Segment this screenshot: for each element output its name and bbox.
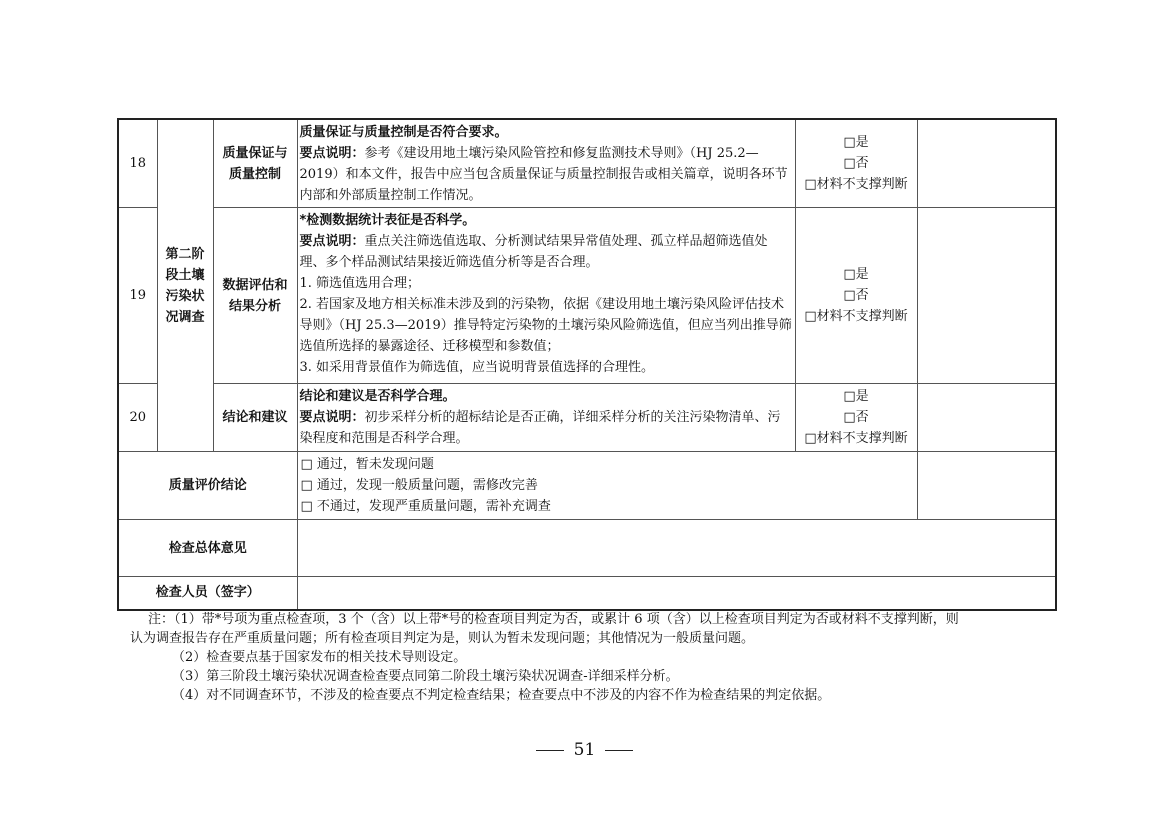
option-no-checkbox[interactable]: □否	[843, 156, 869, 171]
quality-conclusion-row	[118, 452, 1056, 520]
dash-right	[605, 750, 633, 751]
check-content	[297, 384, 795, 452]
dash-left	[536, 750, 564, 751]
note-line: （2）检查要点基于国家发布的相关技术导则设定。	[172, 650, 467, 665]
overall-opinion-field[interactable]	[297, 520, 1056, 577]
remarks-cell[interactable]	[917, 119, 1056, 208]
points-text: 初步采样分析的超标结论是否正确，详细采样分析的关注污染物清单、污染程度和范围是否科学合理。	[299, 410, 781, 446]
option-insufficient-checkbox[interactable]: □材料不支撑判断	[804, 431, 908, 446]
inspector-label: 检查人员（签字）	[118, 577, 297, 610]
sub-item: 3. 如采用背景值作为筛选值，应当说明背景值选择的合理性。	[299, 360, 655, 375]
page-number	[0, 740, 1169, 760]
stage-label: 第二阶段土壤污染状况调查	[165, 246, 205, 325]
check-question: 质量保证与质量控制是否符合要求。	[299, 125, 508, 140]
option-insufficient-checkbox[interactable]: □材料不支撑判断	[804, 309, 908, 324]
check-question: *检测数据统计表征是否科学。	[299, 213, 476, 228]
points-text: 参考《建设用地土壤污染风险管控和修复监测技术导则》（HJ 25.2—2019）和本文件，报告中应当包含质量保证与质量控制报告或相关篇章，说明各环节内部和外部质量控制工作情况。	[299, 146, 788, 203]
remarks-cell[interactable]	[917, 208, 1056, 384]
row-number: 20	[118, 384, 157, 452]
inspection-table	[117, 118, 1057, 611]
note-line: （4）对不同调查环节，不涉及的检查要点不判定检查结果；检查要点中不涉及的内容不作为检查结果的判定依据。	[172, 688, 831, 703]
conclusion-pass-checkbox[interactable]: □ 通过，暂未发现问题	[300, 457, 434, 472]
check-content	[297, 119, 795, 208]
page-number-text: 51	[573, 740, 596, 760]
points-label: 要点说明：	[299, 146, 365, 161]
judgment-options	[795, 119, 917, 208]
remarks-cell[interactable]	[917, 452, 1056, 520]
row-number: 18	[118, 119, 157, 208]
note-line: （3）第三阶段土壤污染状况调查检查要点同第二阶段土壤污染状况调查-详细采样分析。	[172, 669, 679, 684]
table-row	[118, 208, 1056, 384]
judgment-options	[795, 384, 917, 452]
overall-opinion-row	[118, 520, 1056, 577]
sub-item: 2. 若国家及地方相关标准未涉及到的污染物，依据《建设用地土壤污染风险评估技术导则》（HJ 25.3—2019）推导特定污染物的土壤污染风险筛选值，但应当列出推导筛选值所选择的暴露途径、迁移模型和参数值；	[299, 297, 792, 354]
conclusion-pass-minor-checkbox[interactable]: □ 通过，发现一般质量问题，需修改完善	[300, 478, 538, 493]
quality-conclusion-label: 质量评价结论	[118, 452, 297, 520]
option-yes-checkbox[interactable]: □是	[843, 135, 869, 150]
option-yes-checkbox[interactable]: □是	[843, 267, 869, 282]
points-label: 要点说明：	[299, 410, 365, 425]
judgment-options	[795, 208, 917, 384]
item-name: 质量保证与质量控制	[213, 119, 297, 208]
item-name: 结论和建议	[213, 384, 297, 452]
note-line: 注：（1）带*号项为重点检查项，3 个（含）以上带*号的检查项目判定为否，或累计 6 项（含）以上检查项目判定为否或材料不支撑判断，则	[148, 612, 959, 627]
quality-conclusion-options	[297, 452, 917, 520]
option-no-checkbox[interactable]: □否	[843, 410, 869, 425]
option-insufficient-checkbox[interactable]: □材料不支撑判断	[804, 177, 908, 192]
conclusion-fail-checkbox[interactable]: □ 不通过，发现严重质量问题，需补充调查	[300, 499, 551, 514]
points-text: 重点关注筛选值选取、分析测试结果异常值处理、孤立样品超筛选值处理、多个样品测试结果接近筛选值分析等是否合理。	[299, 234, 768, 270]
option-yes-checkbox[interactable]: □是	[843, 389, 869, 404]
stage-cell	[157, 119, 213, 452]
footnotes	[130, 610, 1055, 705]
sub-item: 1. 筛选值选用合理；	[299, 276, 421, 291]
table-row	[118, 384, 1056, 452]
inspector-row	[118, 577, 1056, 610]
remarks-cell[interactable]	[917, 384, 1056, 452]
note-line: 认为调查报告存在严重质量问题；所有检查项目判定为是，则认为暂未发现问题；其他情况为一般质量问题。	[130, 631, 755, 646]
check-question: 结论和建议是否科学合理。	[299, 389, 456, 404]
inspector-signature-field[interactable]	[297, 577, 1056, 610]
overall-opinion-label: 检查总体意见	[118, 520, 297, 577]
table-row	[118, 119, 1056, 208]
item-name: 数据评估和结果分析	[213, 208, 297, 384]
row-number: 19	[118, 208, 157, 384]
check-content	[297, 208, 795, 384]
points-label: 要点说明：	[299, 234, 365, 249]
option-no-checkbox[interactable]: □否	[843, 288, 869, 303]
